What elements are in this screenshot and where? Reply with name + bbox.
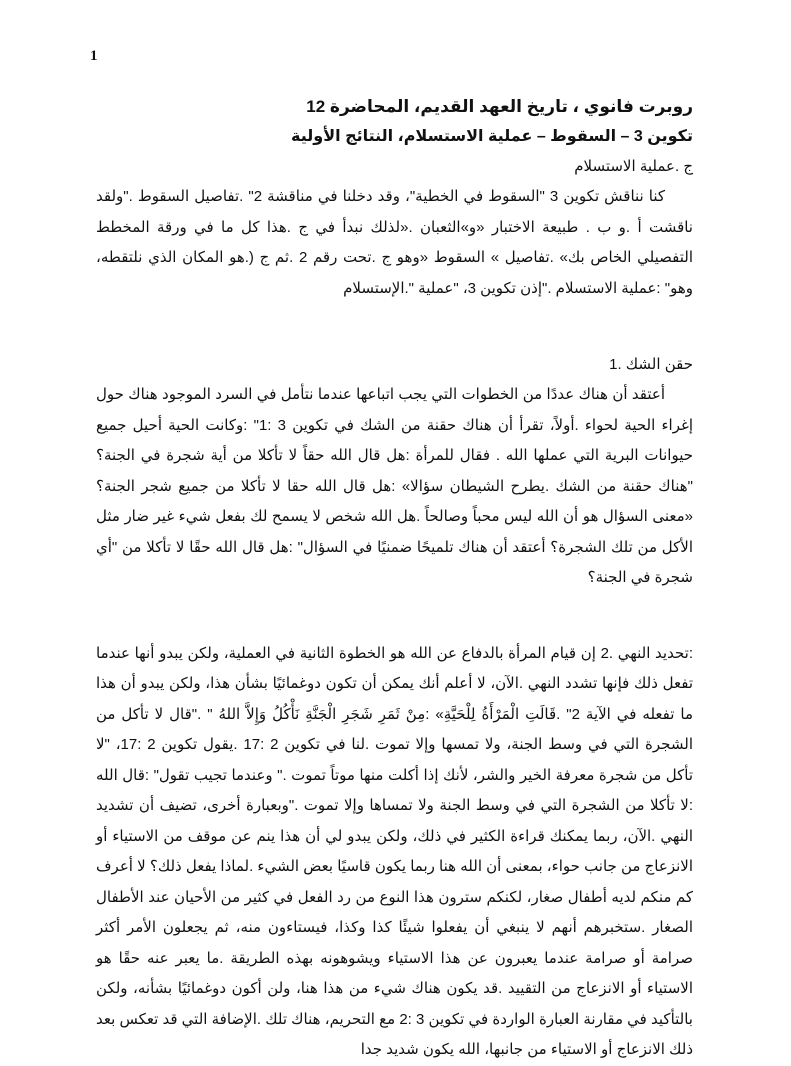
section-heading: ج .عملية الاستسلام [574,158,693,175]
lecture-subtitle: تكوين 3 – السقوط – عملية الاستسلام، النتائج الأولية [291,128,693,145]
document-body [96,92,693,1066]
page-number: 1 [90,48,98,64]
lecture-title: روبرت فانوي ، تاريخ العهد القديم، المحاضرة 12 [306,97,693,116]
spacer [96,594,693,639]
spacer [96,304,693,350]
intro-paragraph: كنا نناقش تكوين 3 "السقوط في الخطية"، وقد دخلنا في مناقشة 2" .تفاصيل السقوط ."ولقد ناقشت أ .و ب . طبيعة الاختبار «و»الثعبان .«لذلك نبدأ في ج .هذا كل ما في ورقة المخطط التفصيلي الخاص بك» .تفاصيل » السقوط «وهو ج .تحت رقم 2 .ثم ج (.هو المكان الذي نلتقطه، وهو" :عملية الاستسلام ."إذن تكوين 3، "عملية ".الإستسلام [96,188,693,297]
prohibition-paragraph: :تحديد النهي .2 إن قيام المرأة بالدفاع عن الله هو الخطوة الثانية في العملية، ولكن يبدو أنها عندما تفعل ذلك فإنها تشدد النهي .الآن، لا أعلم أنك يمكن أن تكون دوغمائيًا بشأن هذا، ولكن يبدو أن هذا ما تفعله في الآية 2" .قَالَتِ الْمَرْأَةُ لِلْحَيَّةِ» :مِنْ ثَمَرِ شَجَرِ الْجَنَّةِ نَأْكُلُ وَإِلاَّ اللهُ " ."قال لا تأكل من الشجرة التي في وسط الجنة، ولا تمسها وإلا تموت .لنا في تكوين 2 :17 .يقول تكوين 2 :17، "لا تأكل من شجرة معرفة الخير والشر، لأنك إذا أكلت منها موتاً تموت ." وعندما تجيب تقول" :قال الله :لا تأكلا من الشجرة التي في وسط الجنة ولا تمساها وإلا تموت ."وبعبارة أخرى، تضيف أن تشديد النهي .الآن، ربما يمكنك قراءة الكثير في ذلك، ولكن يبدو لي أن هذا ينم عن موقف من الاستياء أو الانزعاج من جانب حواء، بمعنى أن الله هنا ربما يكون قاسيًا بعض الشيء .لماذا يفعل ذلك؟ لا أعرف كم منكم لديه أطفال صغار، لكنكم سترون هذا النوع من رد الفعل في كثير من الأحيان عند الأطفال الصغار .ستخبرهم أنهم لا ينبغي أن يفعلوا شيئًا كذا وكذا، فيستاءون منه، ثم يجعلون الأمر أكثر صرامة أو صرامة عندما يعبرون عن هذا الاستياء ويشوهونه بهذه الطريقة .ما يعبر عنه حقًا هو الاستياء أو الانزعاج من التقييد .قد يكون هناك شيء من هذا هنا، ولن أكون دوغمائيًا بشأنه، ولكن بالتأكيد في مقارنة العبارة الواردة في تكوين 3 :2 مع التحريم، هناك تلك .الإضافة التي قد تعكس بعد ذلك الانزعاج أو الاستياء من جانبها، الله يكون شديد جدا [96,644,693,1058]
doubt-paragraph: أعتقد أن هناك عددًا من الخطوات التي يجب اتباعها عندما نتأمل في السرد الموجود هناك حول إغراء الحية لحواء .أولاً، تقرأ أن هناك حقنة من الشك في تكوين 3 :1" :وكانت الحية أحيل جميع حيوانات البرية التي عملها الله . فقال للمرأة :هل قال الله حقاً لا تأكلا من أية شجرة في الجنة؟ "هناك حقنة من الشك .يطرح الشيطان سؤالا» :هل قال الله حقا لا تأكلا من جميع شجر الجنة؟ «معنى السؤال هو أن الله ليس محباً وصالحاً .هل الله شخص لا يسمح لك بفعل شيء غير ضار مثل الأكل من تلك الشجرة؟ أعتقد أن هناك تلميحًا ضمنيًا في السؤال" :هل قال الله حقًا لا تأكلا من "أي شجرة في الجنة؟ [96,386,693,586]
subsection-heading-doubt: حقن الشك .1 [609,356,693,373]
